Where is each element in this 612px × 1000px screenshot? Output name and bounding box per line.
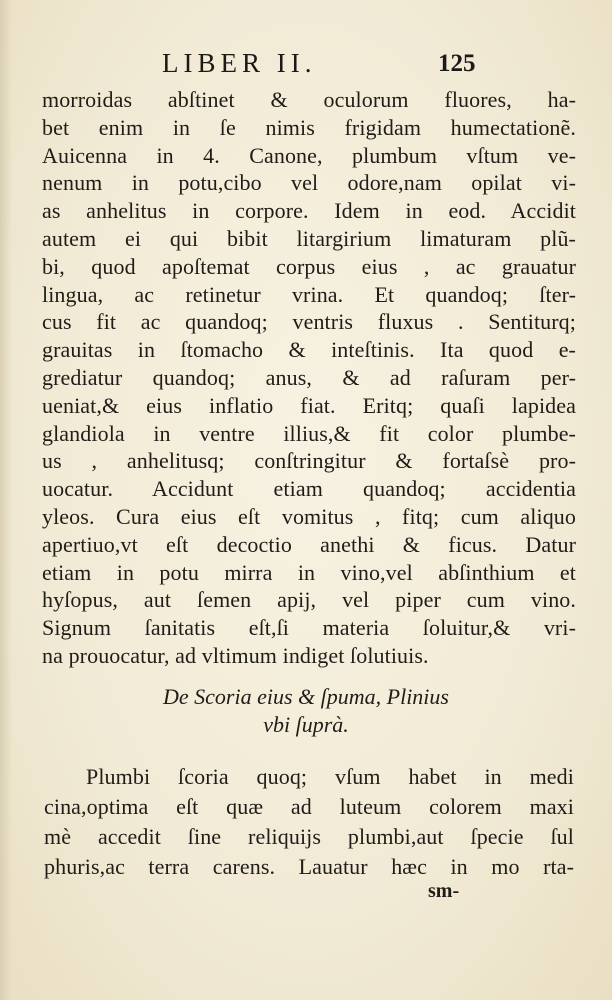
catchword: sm- <box>428 880 460 902</box>
text-line: etiam in potu mirra in vino,vel abſinthium et <box>42 559 576 585</box>
text-line: morroidas abſtinet & oculorum fluores, ha- <box>42 87 576 112</box>
text-line: ueniat,& eius inflatio fiat. Eritq; quaſi lapidea <box>42 392 576 418</box>
running-head: LIBER II. <box>162 48 317 78</box>
text-line: apertiuo,vt eſt decoctio anethi & ficus. Datur <box>42 531 576 557</box>
text-line: phuris,ac terra carens. Lauatur hæc in mo rta- <box>44 854 574 879</box>
main-paragraph <box>42 86 576 670</box>
text-line: uocatur. Accidunt etiam quandoq; accidentia <box>42 476 576 502</box>
section-heading-line2: vbi ſuprà. <box>263 712 349 737</box>
text-line: autem ei qui bibit litargirium limaturam plũ- <box>42 225 576 251</box>
text-line: grediatur quandoq; anus, & ad raſuram per- <box>42 364 576 390</box>
text-line: cina,optima eſt quæ ad luteum colorem maxi <box>44 794 574 819</box>
text-line: lingua, ac retinetur vrina. Et quandoq; ſter- <box>42 281 576 307</box>
text-line: mè accedit ſine reliquijs plumbi,aut ſpecie ſul <box>44 824 574 849</box>
page-number: 125 <box>438 50 476 77</box>
text-line: us , anhelitusq; conſtringitur & fortaſsè pro- <box>42 448 576 474</box>
section-heading-line1: De Scoria eius & ſpuma, Plinius <box>163 684 449 709</box>
text-line: yleos. Cura eius eſt vomitus , fitq; cum aliquo <box>42 503 576 529</box>
text-line: Auicenna in 4. Canone, plumbum vſtum ve- <box>42 142 576 168</box>
text-line: na prouocatur, ad vltimum indiget ſolutiuis. <box>42 642 429 668</box>
text-line: grauitas in ſtomacho & inteſtinis. Ita quod e- <box>42 337 576 363</box>
text-line: cus fit ac quandoq; ventris fluxus . Sentiturq; <box>42 309 576 335</box>
text-line: bi, quod apoſtemat corpus eius , ac grauatur <box>42 253 576 279</box>
text-line: Signum ſanitatis eſt,ſi materia ſoluitur,& vri- <box>42 615 576 641</box>
text-line: Plumbi ſcoria quoq; vſum habet in medi <box>86 764 574 789</box>
text-line: as anhelitus in corpore. Idem in eod. Accidit <box>42 198 576 224</box>
second-paragraph <box>44 762 574 882</box>
text-line: glandiola in ventre illius,& fit color plumbe- <box>42 420 576 446</box>
page-header <box>0 48 612 88</box>
text-line: bet enim in ſe nimis frigidam humectationẽ. <box>42 114 576 140</box>
text-line: hyſopus, aut ſemen apij, vel piper cum vino. <box>42 587 576 613</box>
text-line: nenum in potu,cibo vel odore,nam opilat vi- <box>42 170 576 196</box>
page-gutter-shadow <box>0 0 12 1000</box>
